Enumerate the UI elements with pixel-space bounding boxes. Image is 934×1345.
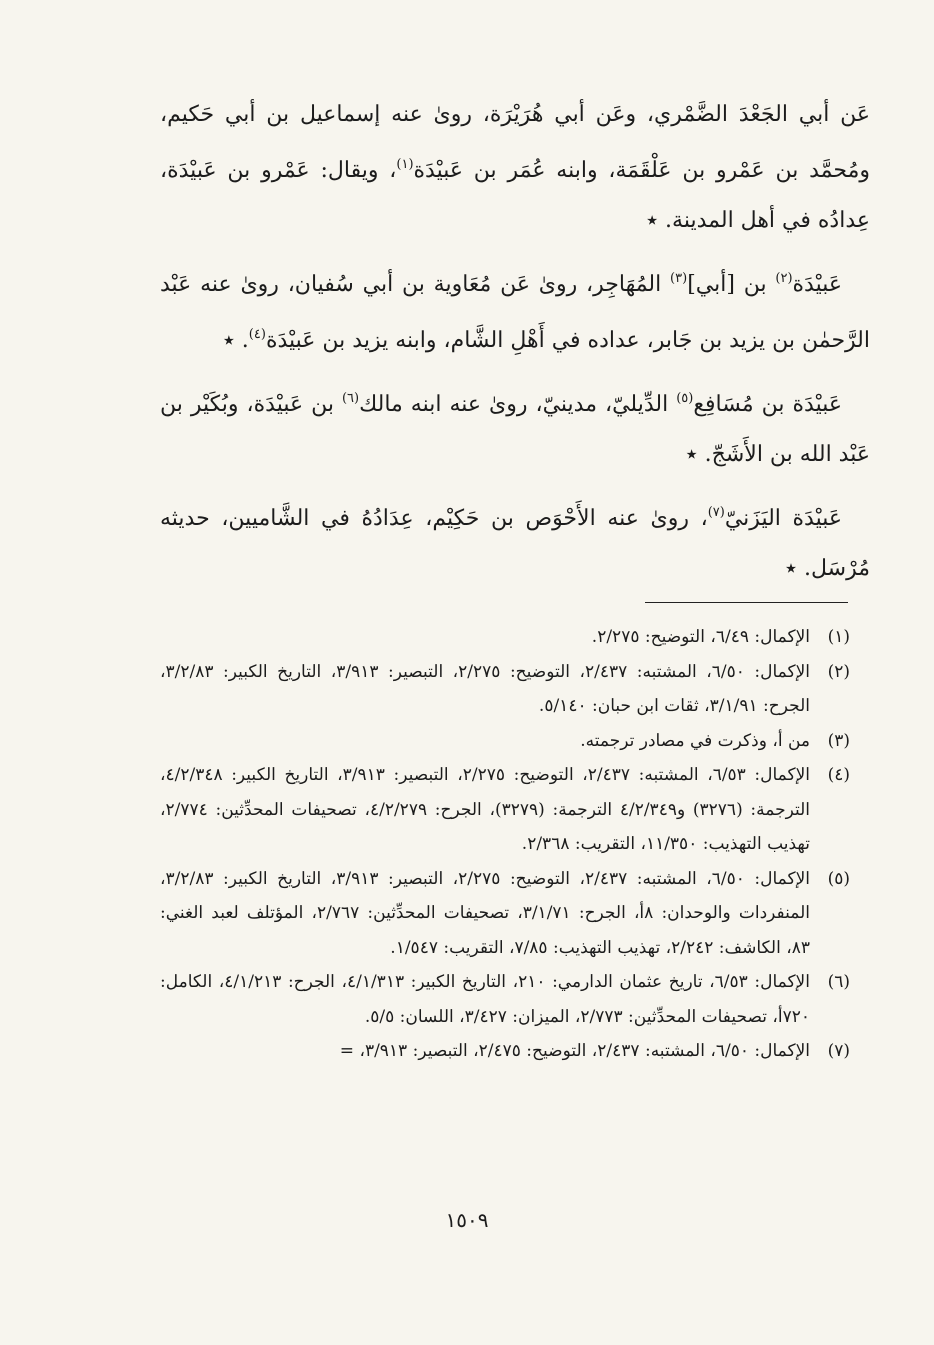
- footnote-number: (٢): [827, 661, 850, 682]
- footnote-7: [160, 1034, 850, 1069]
- footnote-text: الإكمال: ٦/٥٠، المشتبه: ٢/٤٣٧، التوضيح: ٢/٢٧٥، التبصير: ٣/٩١٣، التاريخ الكبير: ٣/٢/٨٣، المنفردات والوحدان: ٨أ، الجرح: ٣/١/٧١، تصحيفات المحدِّثين: ٢/٧٦٧، المؤتلف لعبد الغني: ٨٣، الكاشف: ٢/٢٤٢، تهذيب التهذيب: ٧/٨٥، التقريب: ١/٥٤٧.: [160, 868, 811, 958]
- entry-text: بن [أبي]: [687, 272, 776, 297]
- footnote-ref: (٧): [707, 505, 725, 520]
- entry-text: . ٭: [222, 328, 249, 353]
- page-number: ١٥٠٩: [445, 1208, 489, 1232]
- footnote-5: [160, 862, 850, 966]
- footnote-4: [160, 758, 850, 862]
- main-text: [160, 90, 870, 602]
- footnote-text: الإكمال: ٦/٥٠، المشتبه: ٢/٤٣٧، التوضيح: ٢/٤٧٥، التبصير: ٣/٩١٣، =: [339, 1041, 810, 1061]
- footnote-2: [160, 655, 850, 724]
- footnote-number: (١): [827, 627, 850, 647]
- entry-3: [160, 374, 870, 480]
- entry-text: عَن أبي الجَعْدَ الضَّمْري، وعَن أبي هُرَيْرَة، روىٰ عنه إسماعيل بن أبي حَكيم، ومُحمَّد بن عَمْرو بن عَلْقَمَة، وابنه عُمَر بن عَبيْدَة: [160, 102, 870, 183]
- footnote-1: [160, 620, 850, 655]
- footnote-text: الإكمال: ٦/٤٩، التوضيح: ٢/٢٧٥.: [591, 627, 810, 647]
- entry-2: [160, 254, 870, 366]
- footnote-ref: (٦): [341, 391, 360, 406]
- footnotes: [160, 620, 850, 1069]
- footnote-6: [160, 965, 850, 1034]
- footnote-ref: (٢): [775, 271, 793, 286]
- footnote-text: الإكمال: ٦/٥٣، تاريخ عثمان الدارمي: ٢١٠، التاريخ الكبير: ٤/١/٣١٣، الجرح: ٤/١/٢١٣، الكامل: ٧٢٠أ، تصحيفات المحدِّثين: ٢/٧٧٣، الميزان: ٣/٤٢٧، اللسان: ٥/٥.: [160, 972, 810, 1027]
- footnote-ref: (٣): [670, 271, 688, 286]
- footnote-number: (٣): [827, 730, 850, 751]
- entry-text: ، روىٰ عنه الأَحْوَص بن حَكِيْم، عِدَادُهُ في الشَّاميين، حديثه مُرْسَل. ٭: [160, 506, 870, 581]
- entry-4: [160, 488, 870, 594]
- footnote-3: [160, 724, 850, 759]
- footnote-number: (٥): [827, 868, 850, 889]
- entry-name: عَبيْدَة اليَزَنيّ: [724, 506, 842, 531]
- entry-text: المُهَاجِر، روىٰ عَن مُعَاوية بن أبي سُفيان، روىٰ عنه عَبْد الرَّحمٰن بن يزيد بن جَابر، عداده في أَهْلِ الشَّام، وابنه يزيد بن عَبيْدَة: [160, 272, 870, 353]
- footnote-number: (٤): [827, 765, 850, 785]
- footnote-ref: (٤): [248, 327, 266, 342]
- entry-1: [160, 90, 870, 246]
- entry-text: ، ويقال: عَمْرو بن عَبيْدَة، عِدادُه في أهل المدينة. ٭: [160, 158, 870, 233]
- entry-name: عَبيْدَة: [792, 272, 842, 297]
- entry-text: بن عَبيْدَة، وبُكَيْر بن عَبْد الله بن الأَشَجّ. ٭: [160, 392, 870, 467]
- entry-name: عَبيْدَة بن مُسَافِع: [693, 392, 842, 417]
- footnote-divider: [645, 602, 848, 603]
- footnote-text: الإكمال: ٦/٥٠، المشتبه: ٢/٤٣٧، التوضيح: ٢/٢٧٥، التبصير: ٣/٩١٣، التاريخ الكبير: ٣/٢/٨٣، الجرح: ٣/١/٩١، ثقات ابن حبان: ٥/١٤٠.: [160, 661, 811, 716]
- footnote-ref: (٥): [676, 391, 694, 406]
- footnote-ref: (١): [396, 157, 414, 172]
- footnote-text: الإكمال: ٦/٥٣، المشتبه: ٢/٤٣٧، التوضيح: ٢/٢٧٥، التبصير: ٣/٩١٣، التاريخ الكبير: ٤/٢/٣٤٨، الترجمة: (٣٢٧٦) و٤/٢/٣٤٩ الترجمة: (٣٢٧٩)، الجرح: ٤/٢/٢٧٩، تصحيفات المحدِّثين: ٢/٧٧٤، تهذيب التهذيب: ١١/٣٥٠، التقريب: ٢/٣٦٨.: [160, 765, 811, 854]
- footnote-number: (٦): [827, 972, 850, 992]
- footnote-text: من أ، وذكرت في مصادر ترجمته.: [580, 730, 810, 751]
- entry-text: الدِّيليّ، مدينيّ، روىٰ عنه ابنه مالك: [359, 392, 677, 417]
- footnote-number: (٧): [827, 1041, 850, 1061]
